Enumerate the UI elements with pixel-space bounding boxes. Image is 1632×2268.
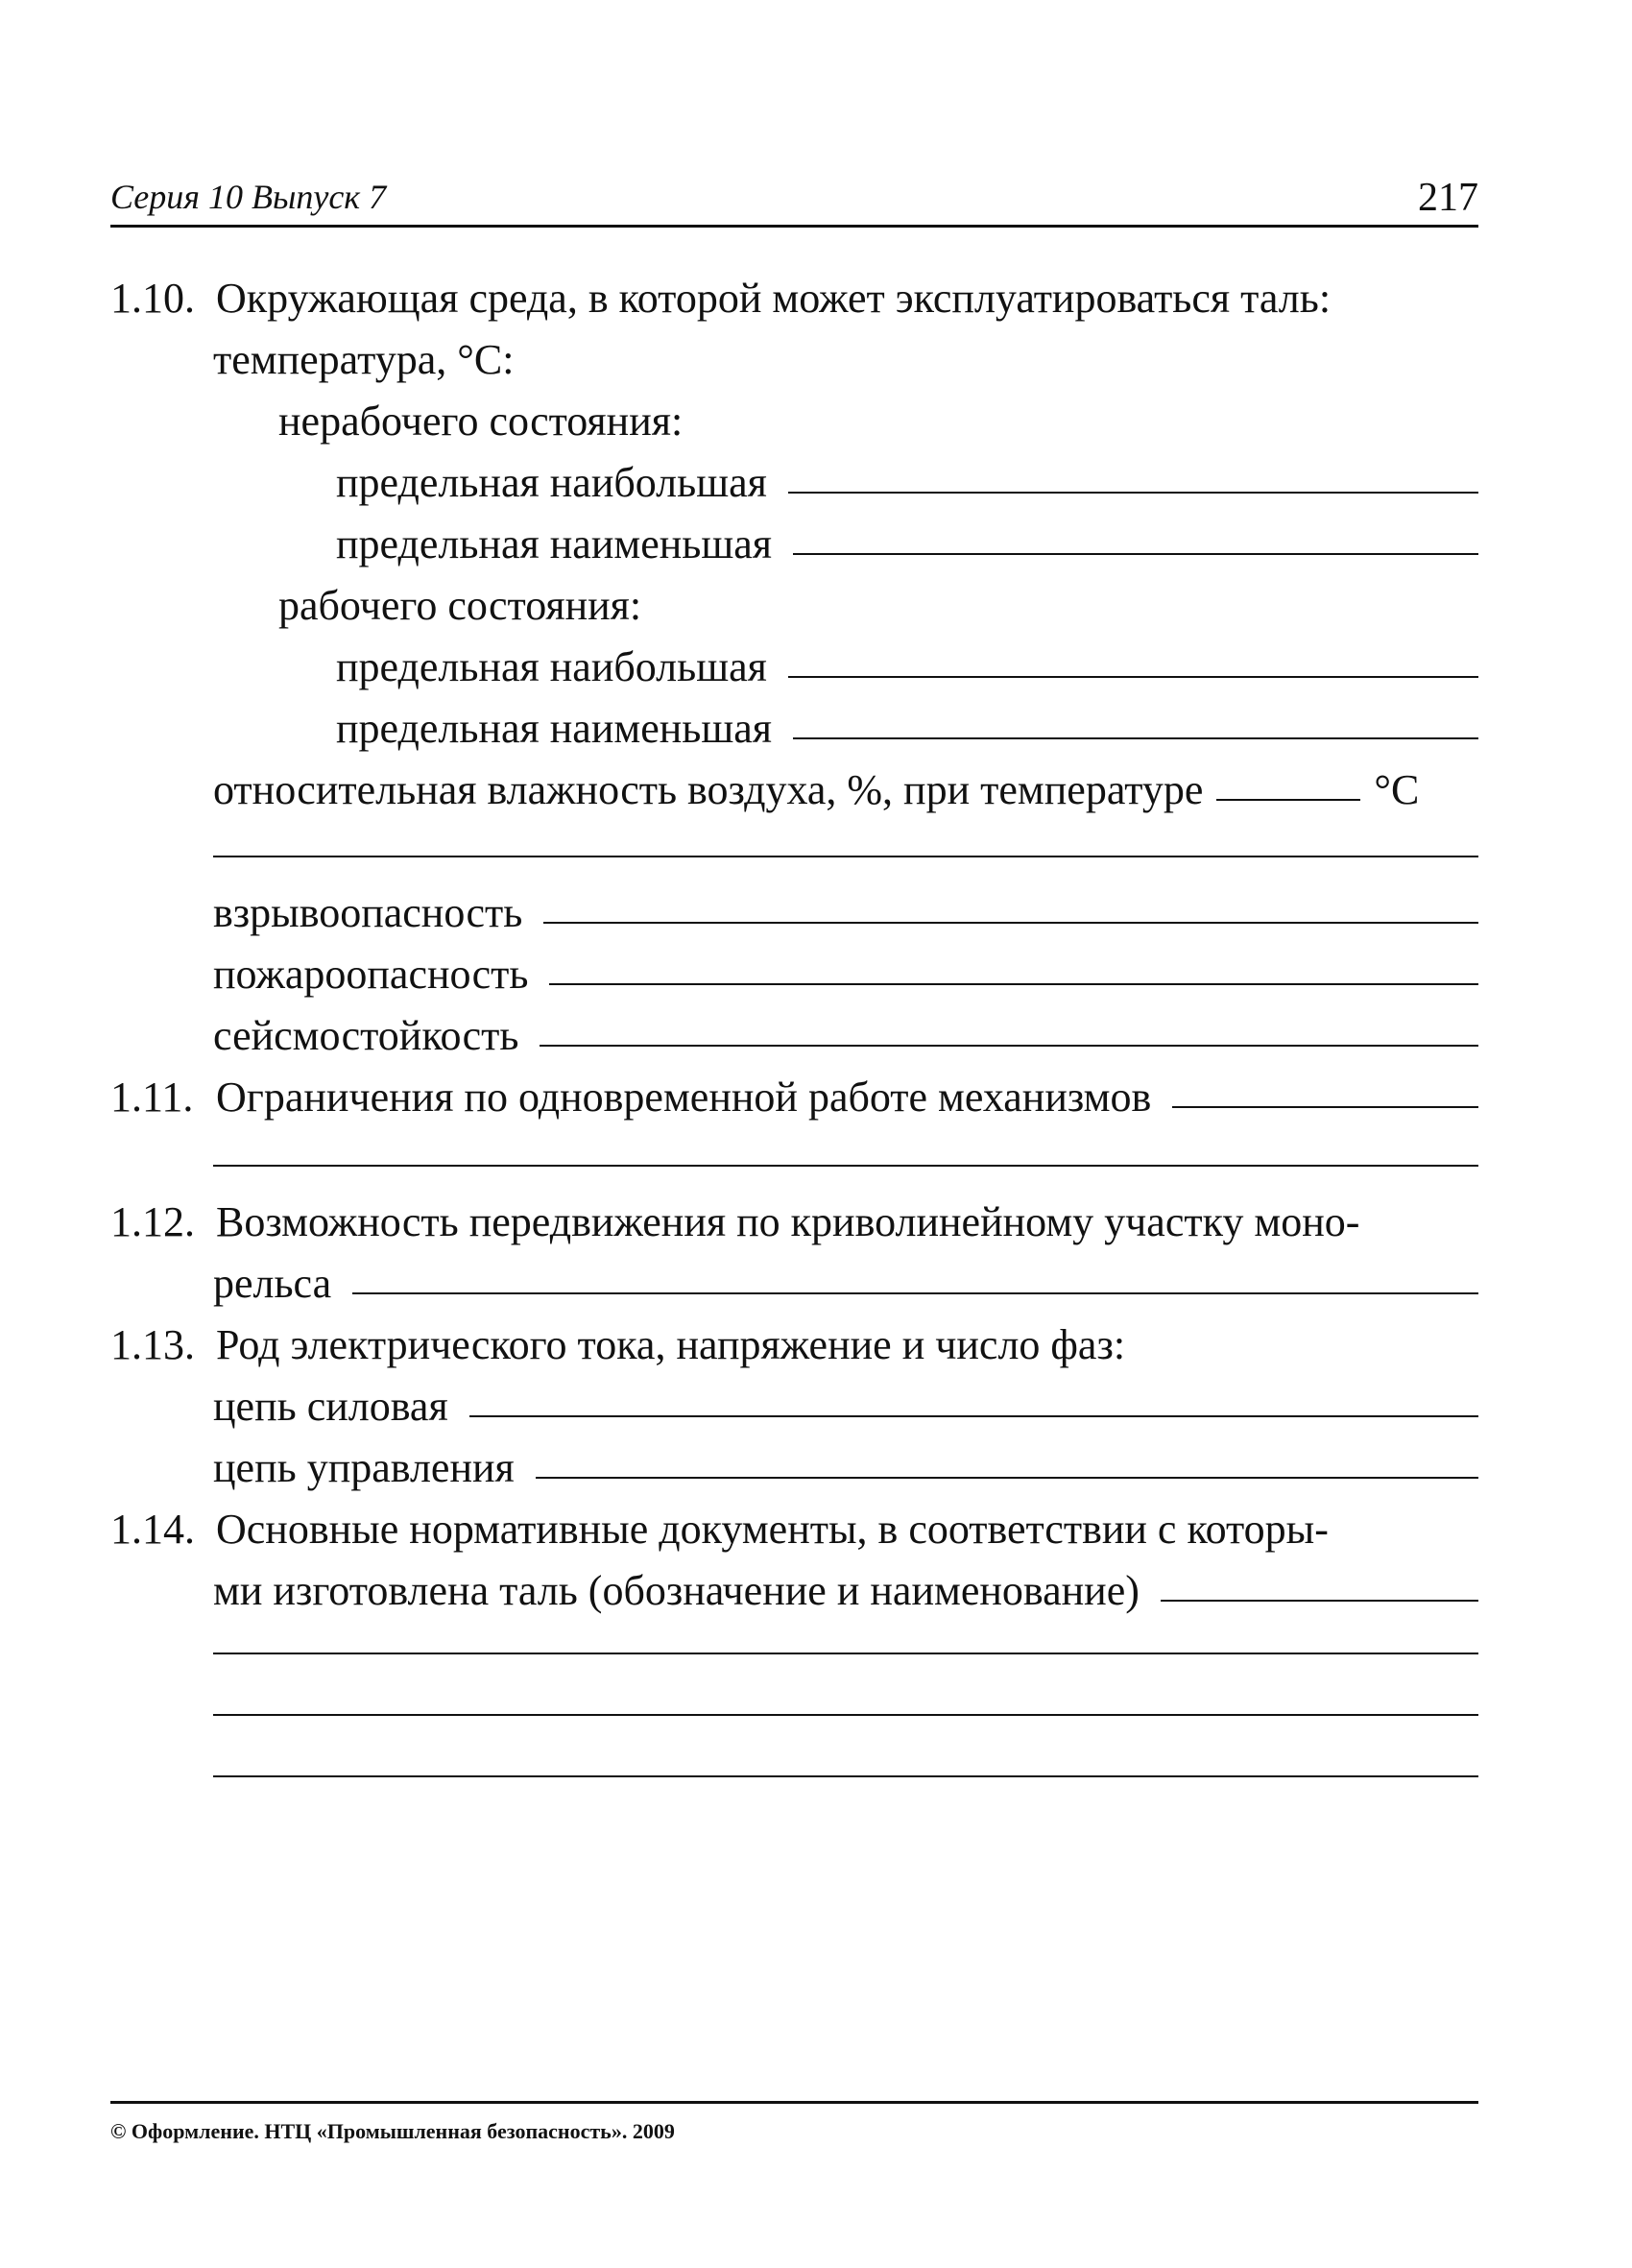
humidity-field[interactable]: относительная влажность воздуха, %, при температуре °С — [213, 766, 1420, 813]
item-text: Возможность передвижения по криволинейному участку моно- — [216, 1198, 1360, 1245]
answer-line[interactable] — [352, 1291, 1478, 1294]
answer-line[interactable] — [793, 736, 1478, 739]
form-content — [110, 230, 1478, 1959]
power-circuit-field[interactable]: цепь силовая — [213, 1367, 1478, 1431]
answer-line[interactable] — [1172, 1105, 1478, 1108]
item-number: 1.13. — [110, 1321, 195, 1368]
item-number: 1.12. — [110, 1198, 195, 1245]
item-1-14 — [110, 1490, 1478, 1554]
item-text: Ограничения по одновременной работе механизмов — [216, 1074, 1152, 1121]
page-number: 217 — [1418, 176, 1478, 220]
item-1-12 — [110, 1183, 1478, 1246]
explosion-field[interactable]: взрывоопасность — [213, 874, 1478, 937]
answer-line[interactable] — [788, 491, 1478, 494]
answer-line[interactable] — [213, 1774, 1478, 1777]
answer-line[interactable] — [469, 1414, 1478, 1417]
item-number: 1.10. — [110, 275, 195, 322]
temperature-blank[interactable] — [1216, 798, 1360, 801]
answer-line[interactable] — [213, 1164, 1478, 1167]
answer-line[interactable] — [540, 1044, 1478, 1047]
answer-line[interactable] — [213, 1713, 1478, 1716]
nonworking-state-label: нерабочего состояния: — [278, 398, 684, 445]
answer-line[interactable] — [213, 1652, 1478, 1654]
answer-line[interactable] — [213, 855, 1478, 857]
answer-line[interactable] — [788, 675, 1478, 678]
series-label: Серия 10 Выпуск 7 — [110, 178, 387, 216]
item-text: Окружающая среда, в которой может эксплуатироваться таль: — [216, 275, 1332, 322]
item-text: Род электрического тока, напряжение и число фаз: — [216, 1321, 1126, 1368]
working-state-label: рабочего состояния: — [278, 582, 642, 629]
item-1-13 — [110, 1306, 1478, 1369]
working-max-field[interactable]: предельная наибольшая — [336, 628, 1478, 691]
answer-line[interactable] — [543, 921, 1478, 924]
item-1-12-continued[interactable]: рельса — [213, 1244, 1478, 1308]
item-1-10 — [110, 259, 1478, 323]
item-text: Основные нормативные документы, в соответствии с которы- — [216, 1506, 1329, 1553]
nonworking-max-field[interactable]: предельная наибольшая — [336, 444, 1478, 507]
answer-line[interactable] — [536, 1476, 1478, 1479]
seismic-field[interactable]: сейсмостойкость — [213, 997, 1478, 1060]
control-circuit-field[interactable]: цепь управления — [213, 1429, 1478, 1492]
item-1-11[interactable] — [110, 1058, 1478, 1122]
item-number: 1.11. — [110, 1074, 194, 1121]
page-header — [110, 171, 1478, 228]
item-1-14-continued[interactable]: ми изготовлена таль (обозначение и наименование) — [213, 1552, 1478, 1615]
answer-line[interactable] — [793, 552, 1478, 555]
working-min-field[interactable]: предельная наименьшая — [336, 689, 1478, 753]
item-number: 1.14. — [110, 1506, 195, 1553]
page-footer — [110, 2101, 1478, 2144]
copyright-text: © Оформление. НТЦ «Промышленная безопасность». 2009 — [110, 2119, 675, 2143]
nonworking-min-field[interactable]: предельная наименьшая — [336, 505, 1478, 568]
answer-line[interactable] — [1161, 1599, 1478, 1602]
answer-line[interactable] — [549, 982, 1478, 985]
temperature-label: температура, °С: — [213, 336, 515, 383]
fire-field[interactable]: пожароопасность — [213, 935, 1478, 999]
